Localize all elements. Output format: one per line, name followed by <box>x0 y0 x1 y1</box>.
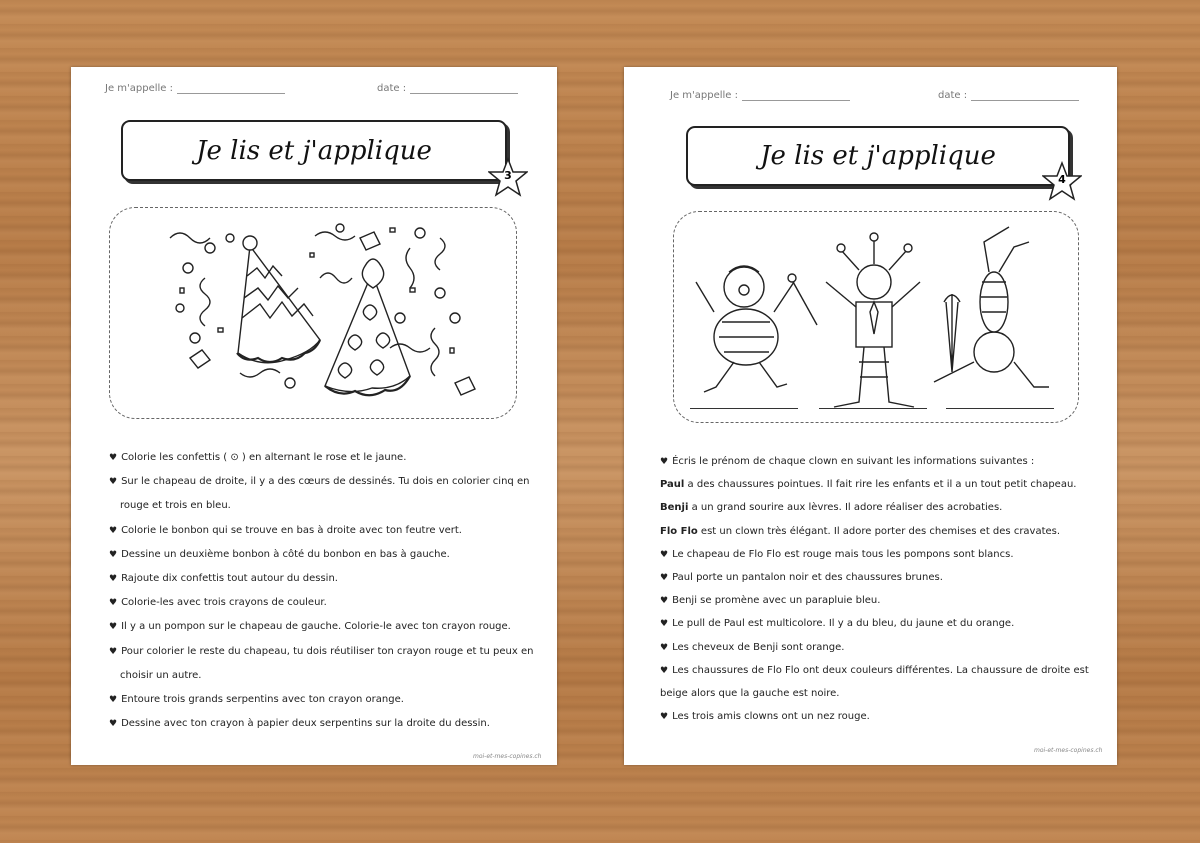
instruction-item <box>660 566 1089 589</box>
title-text: Je lis et j'applique <box>760 141 996 171</box>
instruction-item <box>109 567 533 591</box>
instruction-item <box>109 519 533 543</box>
name-line <box>742 100 850 101</box>
instruction-text: Pour colorier le reste du chapeau, tu dois réutiliser ton crayon rouge et tu peux en <box>121 645 534 657</box>
instruction-item <box>109 688 533 712</box>
instruction-text: Colorie les confettis ( ⊙ ) en alternant le rose et le jaune. <box>121 452 407 463</box>
page-title <box>686 126 1070 186</box>
heart-bullet-icon: ♥ <box>109 477 118 488</box>
heart-bullet-icon: ♥ <box>660 712 669 723</box>
heart-bullet-icon: ♥ <box>109 622 118 633</box>
instruction-item <box>660 659 1089 682</box>
name-label: Je m'appelle : <box>670 90 739 101</box>
name-field <box>670 90 850 101</box>
instruction-text: Rajoute dix confettis tout autour du dessin. <box>121 572 338 584</box>
instruction-item <box>109 591 533 615</box>
clown-middle-drawing <box>826 233 920 407</box>
instruction-text: a des chaussures pointues. Il fait rire les enfants et il a un tout petit chapeau. <box>684 479 1077 491</box>
instruction-item <box>109 446 533 470</box>
heart-bullet-icon: ♥ <box>109 646 118 657</box>
clowns-illustration <box>673 211 1079 423</box>
instruction-item <box>660 543 1089 566</box>
instruction-text: Dessine un deuxième bonbon à côté du bonbon en bas à gauche. <box>121 548 450 560</box>
heart-bullet-icon: ♥ <box>660 457 669 467</box>
three-clowns-drawing <box>674 212 1078 422</box>
instruction-text: Écris le prénom de chaque clown en suivant les informations suivantes : <box>672 456 1035 467</box>
heart-bullet-icon: ♥ <box>109 598 118 609</box>
instruction-text: a un grand sourire aux lèvres. Il adore réaliser des acrobaties. <box>688 502 1003 514</box>
instruction-text: choisir un autre. <box>120 669 202 681</box>
worksheet-page-4 <box>624 67 1117 765</box>
clown-name: Paul <box>660 479 685 491</box>
instruction-item <box>660 589 1089 612</box>
instruction-item <box>109 543 533 567</box>
footer-credit: moi-et-mes-copines.ch <box>473 753 542 760</box>
instruction-item <box>109 615 533 639</box>
answer-line-2[interactable] <box>819 408 927 409</box>
clown-left-drawing <box>696 266 817 392</box>
instruction-item <box>109 640 533 664</box>
footer-credit: moi-et-mes-copines.ch <box>1034 747 1103 754</box>
answer-line-3[interactable] <box>946 408 1054 409</box>
clown-name: Benji <box>660 502 689 514</box>
instruction-text: Entoure trois grands serpentins avec ton crayon orange. <box>121 693 404 705</box>
heart-bullet-icon: ♥ <box>109 549 118 560</box>
instruction-text: Benji se promène avec un parapluie bleu. <box>672 595 881 607</box>
instruction-list <box>109 446 533 736</box>
instruction-item <box>109 470 533 494</box>
exercise-number: 4 <box>1058 173 1066 186</box>
instruction-text: Le chapeau de Flo Flo est rouge mais tous les pompons sont blancs. <box>672 548 1014 560</box>
instruction-item <box>660 612 1089 635</box>
clown-name: Flo Flo <box>660 525 698 537</box>
instruction-item <box>109 664 533 688</box>
heart-bullet-icon: ♥ <box>109 694 118 705</box>
heart-bullet-icon: ♥ <box>660 642 669 653</box>
name-line <box>177 93 285 94</box>
instruction-text: Sur le chapeau de droite, il y a des cœurs de dessinés. Tu dois en colorier cinq en <box>121 476 530 488</box>
heart-bullet-icon: ♥ <box>109 719 118 730</box>
clown-right-drawing <box>934 227 1049 387</box>
heart-bullet-icon: ♥ <box>109 573 118 584</box>
date-label: date : <box>938 90 968 101</box>
title-text: Je lis et j'applique <box>196 135 432 166</box>
instruction-text: Paul porte un pantalon noir et des chaussures brunes. <box>672 571 943 583</box>
instruction-item <box>109 712 533 736</box>
instruction-item <box>660 705 1089 728</box>
instruction-text: Les cheveux de Benji sont orange. <box>672 641 845 653</box>
date-line <box>971 100 1079 101</box>
instruction-item <box>660 636 1089 659</box>
instruction-item <box>109 494 533 518</box>
instruction-text: Les chaussures de Flo Flo ont deux couleurs différentes. La chaussure de droite est <box>672 664 1089 676</box>
heart-bullet-icon: ♥ <box>109 453 118 463</box>
heart-bullet-icon: ♥ <box>660 665 669 676</box>
instruction-item <box>660 496 1089 519</box>
party-hats-drawing <box>110 208 516 418</box>
instruction-item <box>660 682 1089 705</box>
star-number-badge <box>488 157 528 197</box>
instruction-text: Il y a un pompon sur le chapeau de gauche. Colorie-le avec ton crayon rouge. <box>121 621 511 633</box>
star-number-badge <box>1042 161 1082 201</box>
instruction-item <box>660 473 1089 496</box>
name-field <box>105 83 285 94</box>
date-field <box>938 90 1079 101</box>
instruction-item <box>660 450 1089 473</box>
heart-bullet-icon: ♥ <box>660 596 669 607</box>
heart-bullet-icon: ♥ <box>660 549 669 560</box>
instruction-text: Le pull de Paul est multicolore. Il y a du bleu, du jaune et du orange. <box>672 618 1015 630</box>
date-line <box>410 93 518 94</box>
date-label: date : <box>377 83 407 94</box>
date-field <box>377 83 518 94</box>
answer-line-1[interactable] <box>690 408 798 409</box>
heart-bullet-icon: ♥ <box>660 619 669 630</box>
instruction-list <box>660 450 1089 728</box>
confetti-illustration <box>109 207 517 419</box>
instruction-text: Colorie le bonbon qui se trouve en bas à droite avec ton feutre vert. <box>121 524 462 536</box>
instruction-text: beige alors que la gauche est noire. <box>660 687 840 699</box>
instruction-text: est un clown très élégant. Il adore porter des chemises et des cravates. <box>697 525 1061 537</box>
instruction-item <box>660 520 1089 543</box>
instruction-text: Les trois amis clowns ont un nez rouge. <box>672 711 870 723</box>
worksheet-page-3 <box>71 67 557 765</box>
instruction-text: rouge et trois en bleu. <box>120 500 231 512</box>
instruction-text: Dessine avec ton crayon à papier deux serpentins sur la droite du dessin. <box>121 718 490 730</box>
heart-bullet-icon: ♥ <box>109 525 118 536</box>
exercise-number: 3 <box>504 169 512 182</box>
heart-bullet-icon: ♥ <box>660 572 669 583</box>
name-label: Je m'appelle : <box>105 83 174 94</box>
instruction-text: Colorie-les avec trois crayons de couleur. <box>121 597 327 609</box>
page-title <box>121 120 507 181</box>
